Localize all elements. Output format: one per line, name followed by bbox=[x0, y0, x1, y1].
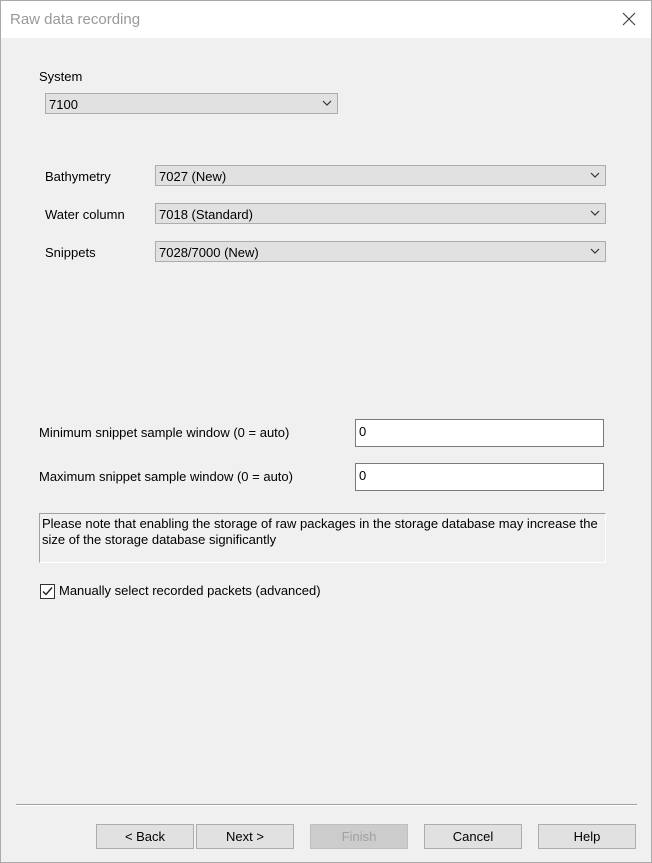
water-column-dropdown[interactable] bbox=[155, 203, 606, 224]
max-snippet-window-value: 0 bbox=[359, 468, 367, 483]
chevron-down-icon bbox=[590, 210, 600, 217]
bathymetry-value: 7027 (New) bbox=[159, 169, 227, 184]
storage-note: Please note that enabling the storage of raw packages in the storage database may increase the size of the storage database significantly bbox=[39, 513, 606, 563]
finish-button[interactable]: Finish bbox=[310, 824, 408, 849]
window-title: Raw data recording bbox=[10, 11, 141, 28]
max-snippet-window-input[interactable] bbox=[355, 463, 604, 491]
manual-select-checkbox[interactable] bbox=[40, 584, 55, 599]
snippets-dropdown[interactable] bbox=[155, 241, 606, 262]
bathymetry-label: Bathymetry bbox=[45, 169, 111, 184]
bathymetry-dropdown[interactable] bbox=[155, 165, 606, 186]
chevron-down-icon bbox=[322, 100, 332, 107]
manual-select-label[interactable]: Manually select recorded packets (advanced) bbox=[59, 583, 321, 598]
max-snippet-window-label: Maximum snippet sample window (0 = auto) bbox=[39, 469, 293, 484]
min-snippet-window-label: Minimum snippet sample window (0 = auto) bbox=[39, 425, 290, 440]
close-icon bbox=[622, 12, 636, 26]
title-bar bbox=[1, 1, 651, 38]
water-column-value: 7018 (Standard) bbox=[159, 207, 253, 222]
snippets-label: Snippets bbox=[45, 245, 96, 260]
checkmark-icon bbox=[42, 586, 53, 597]
cancel-button[interactable]: Cancel bbox=[424, 824, 522, 849]
footer-separator bbox=[16, 804, 637, 806]
next-button[interactable]: Next > bbox=[196, 824, 294, 849]
system-value: 7100 bbox=[49, 97, 78, 112]
close-button[interactable] bbox=[613, 5, 645, 33]
min-snippet-window-value: 0 bbox=[359, 424, 367, 439]
system-dropdown[interactable] bbox=[45, 93, 338, 114]
min-snippet-window-input[interactable] bbox=[355, 419, 604, 447]
system-label: System bbox=[39, 69, 83, 84]
chevron-down-icon bbox=[590, 248, 600, 255]
back-button[interactable]: < Back bbox=[96, 824, 194, 849]
snippets-value: 7028/7000 (New) bbox=[159, 245, 259, 260]
chevron-down-icon bbox=[590, 172, 600, 179]
help-button[interactable]: Help bbox=[538, 824, 636, 849]
water-column-label: Water column bbox=[45, 207, 125, 222]
